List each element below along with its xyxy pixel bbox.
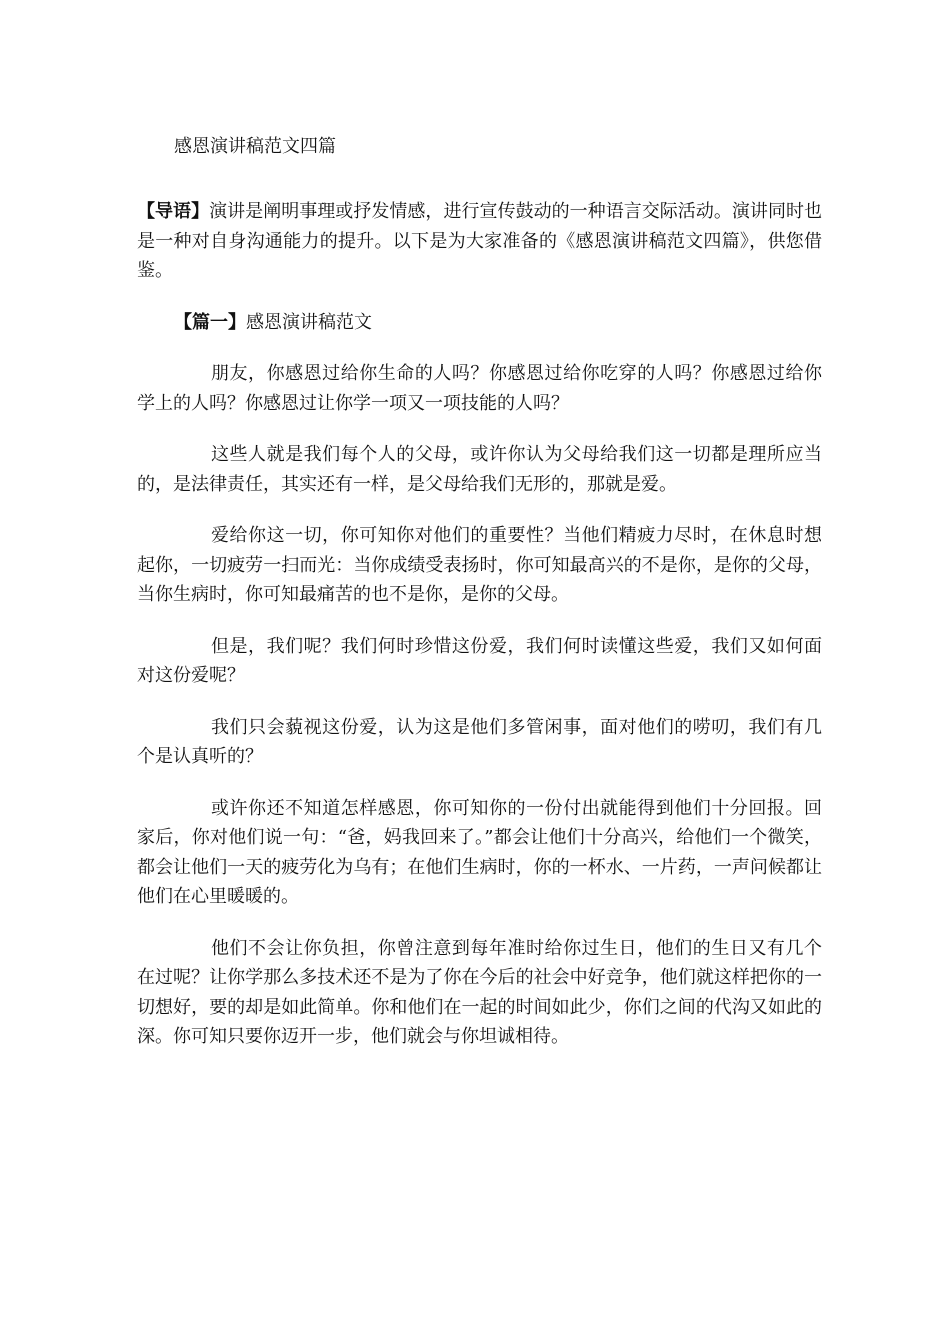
body-paragraph-6: 或许你还不知道怎样感恩，你可知你的一份付出就能得到他们十分回报。回家后，你对他们说一句：“爸，妈我回来了。”都会让他们十分高兴，给他们一个微笑，都会让他们一天的疲劳化为乌有；在他们生病时，你的一杯水、一片药，一声问候都让他们在心里暖暖的。 — [137, 797, 822, 907]
intro-paragraph — [137, 197, 822, 286]
section-tag: 【篇一】 — [174, 311, 246, 333]
body-paragraph-4: 但是，我们呢？我们何时珍惜这份爱，我们何时读懂这些爱，我们又如何面对这份爱呢？ — [137, 635, 822, 686]
body-paragraph-1: 朋友，你感恩过给你生命的人吗？你感恩过给你吃穿的人吗？你感恩过给你学上的人吗？你感恩过让你学一项又一项技能的人吗？ — [137, 363, 822, 414]
body-paragraph-3: 爱给你这一切，你可知你对他们的重要性？当他们精疲力尽时，在休息时想起你，一切疲劳一扫而光：当你成绩受表扬时，你可知最高兴的不是你，是你的父母，当你生病时，你可知最痛苦的也不是你，是你的父母。 — [137, 525, 822, 605]
intro-tag: 【导语】 — [137, 201, 210, 222]
document-page — [137, 130, 822, 1074]
body-paragraph-5: 我们只会藐视这份爱，认为这是他们多管闲事，面对他们的唠叨，我们有几个是认真听的？ — [137, 716, 822, 767]
intro-text: 演讲是阐明事理或抒发情感，进行宣传鼓动的一种语言交际活动。演讲同时也是一种对自身沟通能力的提升。以下是为大家准备的《感恩演讲稿范文四篇》，供您借鉴。 — [137, 201, 822, 281]
document-title: 感恩演讲稿范文四篇 — [174, 136, 336, 157]
body-paragraph-7: 他们不会让你负担，你曾注意到每年准时给你过生日，他们的生日又有几个在过呢？让你学那么多技术还不是为了你在今后的社会中好竞争，他们就这样把你的一切想好，要的却是如此简单。你和他们在一起的时间如此少，你们之间的代沟又如此的深。你可知只要你迈开一步，他们就会与你坦诚相待。 — [137, 937, 822, 1047]
body-paragraph-2: 这些人就是我们每个人的父母，或许你认为父母给我们这一切都是理所应当的，是法律责任，其实还有一样，是父母给我们无形的，那就是爱。 — [137, 444, 822, 495]
section-title: 感恩演讲稿范文 — [246, 311, 372, 333]
section-heading — [137, 308, 822, 338]
